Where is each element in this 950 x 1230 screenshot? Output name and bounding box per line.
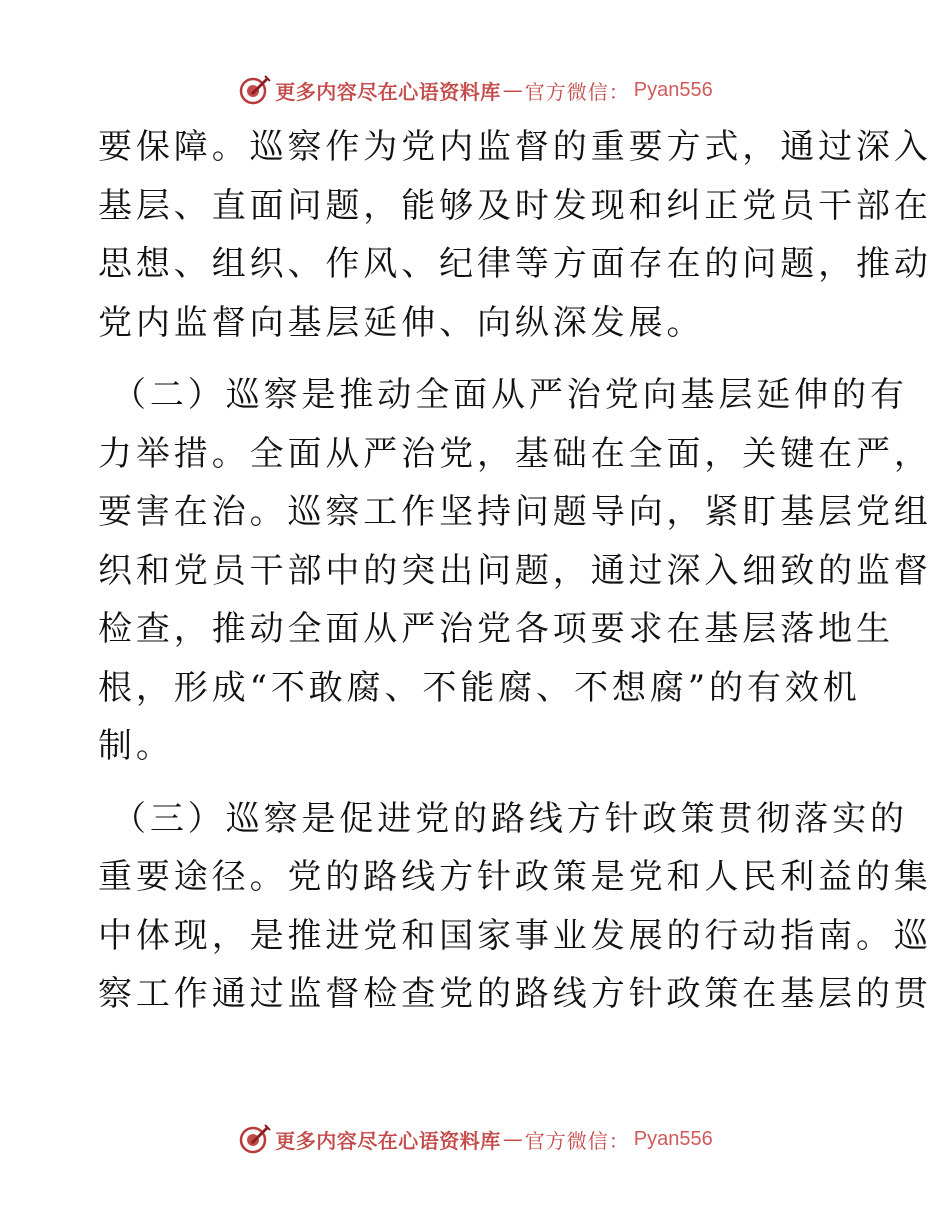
header-watermark: [0, 70, 950, 110]
watermark-dash: —: [502, 78, 523, 102]
pen-logo-icon: [237, 73, 271, 107]
text-line: 重要途径。党的路线方针政策是党和人民利益的集: [98, 857, 932, 897]
watermark-label: 官方微信：: [524, 79, 630, 104]
section-heading-line: （二）巡察是推动全面从严治党向基层延伸的有: [112, 375, 908, 415]
text-line: 检查，推动全面从严治党各项要求在基层落地生: [98, 609, 894, 649]
paragraph-1: [98, 118, 932, 352]
text-line: 思想、组织、作风、纪律等方面存在的问题，推动: [98, 244, 932, 284]
watermark-wechat-id: Pyan556: [633, 1127, 713, 1150]
section-heading-line: （三）巡察是促进党的路线方针政策贯彻落实的: [112, 798, 908, 839]
text-line: 党内监督向基层延伸、向纵深发展。: [98, 302, 705, 343]
text-line: 基层、直面问题，能够及时发现和纠正党员干部在: [98, 185, 932, 226]
paragraph-3: [98, 790, 932, 1024]
text-line: 中体现，是推进党和国家事业发展的行动指南。巡: [98, 915, 932, 956]
watermark-dash: —: [502, 1127, 523, 1151]
text-line: 力举措。全面从严治党，基础在全面，关键在严，: [98, 433, 932, 474]
text-line: 要保障。巡察作为党内监督的重要方式，通过深入: [98, 127, 932, 167]
footer-watermark: [0, 1119, 950, 1159]
text-line: 察工作通过监督检查党的路线方针政策在基层的贯: [98, 974, 932, 1014]
watermark-label: 官方微信：: [524, 1128, 630, 1153]
watermark-brand: 更多内容尽在心语资料库: [275, 79, 501, 104]
text-line: 织和党员干部中的突出问题，通过深入细致的监督: [98, 550, 932, 591]
watermark-brand: 更多内容尽在心语资料库: [275, 1128, 501, 1153]
text-line: 制。: [98, 726, 174, 766]
document-body: [98, 118, 932, 1024]
paragraph-2: [98, 366, 932, 776]
text-line: 根，形成“不敢腐、不能腐、不想腐”的有效机: [98, 667, 861, 708]
watermark-wechat-id: Pyan556: [633, 78, 713, 101]
pen-logo-icon: [237, 1122, 271, 1156]
text-line: 要害在治。巡察工作坚持问题导向，紧盯基层党组: [98, 492, 932, 532]
